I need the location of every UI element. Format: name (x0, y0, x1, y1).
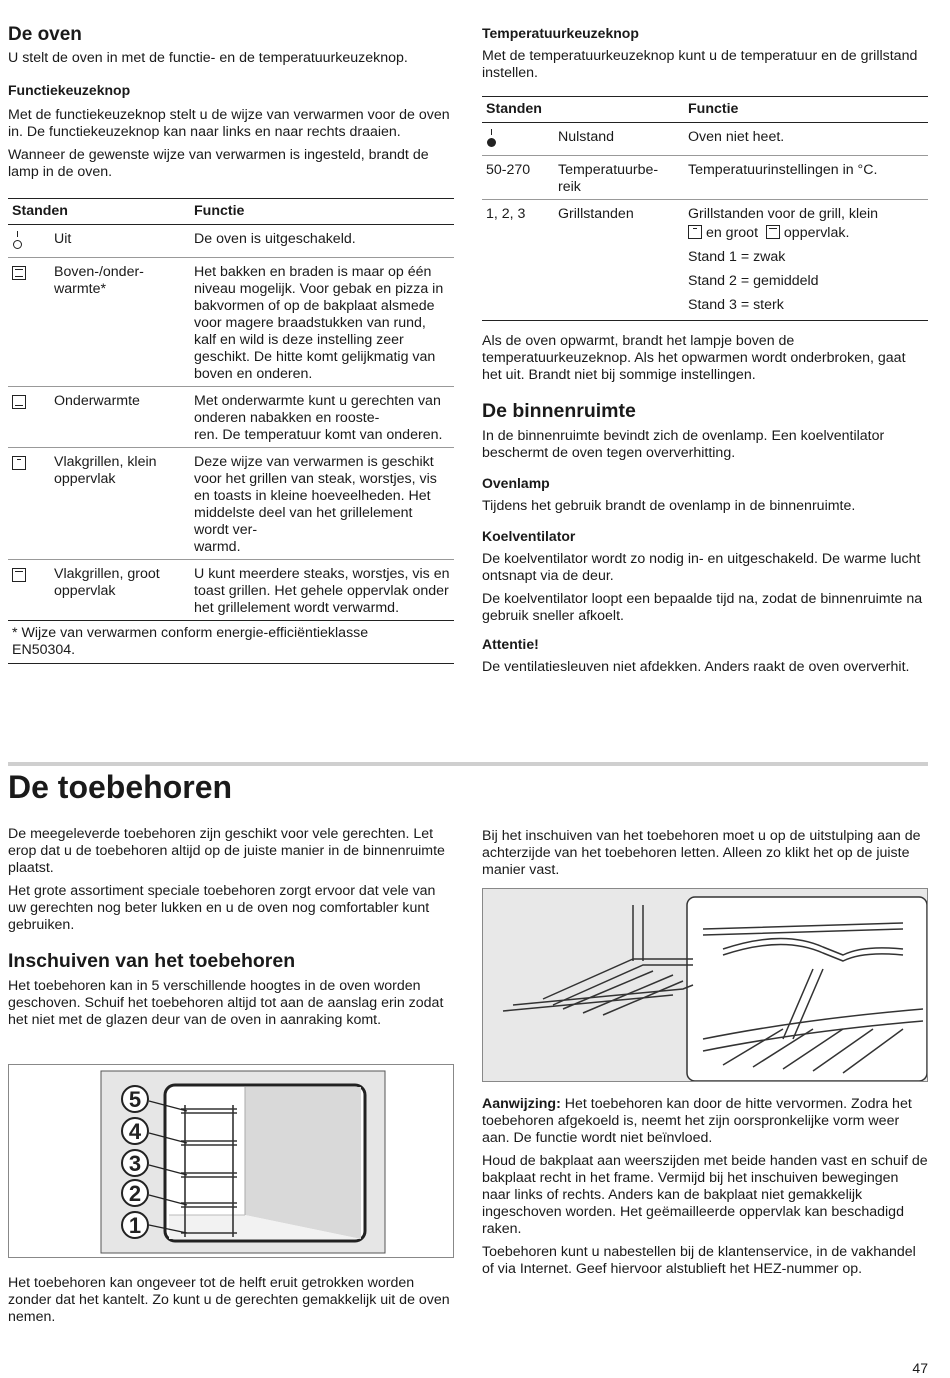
note-text: Het toebehoren kan door de hitte vervormen. Zodra het toebehoren afgekoeld is, neemt het zijn oorspronkelijke vorm weer aan. De functie wordt niet beïnvloed. (482, 1096, 912, 1146)
oven-section (8, 24, 454, 664)
oven-lamp-text: Tijdens het gebruik brandt de ovenlamp in de binnenruimte. (482, 498, 856, 514)
row-name: Grillstanden (554, 200, 684, 321)
accessories-p2: Het grote assortiment speciale toebehoren zorgt ervoor dat vele van uw gerechten nog beter lukken en u de oven nog comfortabler kunt gebruiken. (8, 883, 436, 933)
grill-large-icon (12, 568, 26, 582)
row-desc: De oven is uitgeschakeld. (194, 231, 356, 247)
rack-detail-illustration (483, 889, 928, 1082)
row-desc: Oven niet heet. (688, 129, 785, 145)
row-desc: Deze wijze van verwarmen is geschikt voor het grillen van steak, worstjes, vis en toasts in kleine hoeveelheden. Het middelste deel van het grillelement wordt ver- warmd. (190, 448, 454, 560)
attention-text: De ventilatiesleuven niet afdekken. Anders raakt de oven oververhit. (482, 659, 910, 675)
temp-table-header-functie: Functie (684, 97, 928, 123)
level-label-5: 5 (128, 1087, 142, 1112)
temp-section (482, 24, 928, 676)
baking-tray-text: Houd de bakplaat aan weerszijden met beide handen vast en schuif de bakplaat recht in het frame. Vermijd bij het inschuiven bewegingen naar links of rechts. Anders kan de bakplaat niet gemakkelijk ingeschoven worden. Het geëmailleerde oppervlak kan beschadigd raken. (482, 1153, 928, 1237)
temp-knob-title: Temperatuurkeuzeknop (482, 25, 639, 41)
section-title-oven: De oven (8, 24, 82, 45)
func-knob-title: Functiekeuzeknop (8, 82, 131, 98)
note-paragraph (482, 1096, 928, 1147)
table-row (482, 123, 928, 156)
row-desc-grill (684, 200, 928, 321)
row-desc: Temperatuurinstellingen in °C. (684, 156, 928, 200)
table-row (8, 560, 454, 621)
accessories-right (482, 828, 928, 879)
cooling-fan-p2: De koelventilator loopt een bepaalde tijd na, zodat de binnenruimte na gebruik sneller afkoelt. (482, 591, 923, 624)
row-name: Onderwarmte (50, 387, 190, 448)
row-name: Vlakgrillen, klein oppervlak (50, 448, 190, 560)
insert-text: Het toebehoren kan in 5 verschillende hoogtes in de oven worden geschoven. Schuif het toebehoren altijd tot aan de aanslag erin zodat het niet met de glazen deur van de oven in aanraking komt. (8, 978, 444, 1028)
table-row (482, 200, 928, 321)
table-row (8, 258, 454, 387)
grill-desc-surface: oppervlak. (783, 225, 850, 241)
attention-title: Attentie! (482, 636, 539, 652)
row-desc: Met onderwarmte kunt u gerechten van onderen nabakken en rooste- ren. De temperatuur komt van onderen. (190, 387, 454, 448)
function-table (8, 198, 454, 621)
lamp-note: Als de oven opwarmt, brandt het lampje boven de temperatuurkeuzeknop. Als het opwarmen wordt onderbroken, gaat het uit. Brandt niet bij sommige instellingen. (482, 333, 906, 383)
table-footnote: * Wijze van verwarmen conform energie-efficiëntieklasse EN50304. (8, 621, 454, 664)
top-bottom-heat-icon (12, 266, 26, 280)
insert-title: Inschuiven van het toebehoren (8, 950, 296, 972)
row-name: Uit (54, 231, 72, 247)
table-row (8, 225, 454, 258)
oven-lamp-title: Ovenlamp (482, 475, 550, 491)
section-title-interior: De binnenruimte (482, 400, 636, 422)
pull-out-note (8, 1275, 454, 1326)
oven-intro: U stelt de oven in met de functie- en de temperatuurkeuzeknop. (8, 50, 408, 66)
grill-desc-and-large: en groot (705, 225, 759, 241)
level-label-2: 2 (128, 1181, 142, 1206)
grill-large-icon (766, 225, 780, 239)
page-number: 47 (912, 1360, 928, 1376)
accessories-p1: De meegeleverde toebehoren zijn geschikt voor vele gerechten. Let erop dat u de toebehoren altijd op de juiste manier in de binnenruimte plaatst. (8, 826, 445, 876)
table-row (8, 448, 454, 560)
row-desc: U kunt meerdere steaks, worstjes, vis en toast grillen. Het gehele oppervlak onder het grillelement wordt verwarmd. (190, 560, 454, 621)
oven-levels-figure (8, 1064, 454, 1258)
grill-desc-line1: Grillstanden voor de grill, klein (688, 206, 879, 222)
oven-levels-illustration (9, 1065, 454, 1258)
function-table-header-functie: Functie (190, 199, 454, 225)
level-label-3: 3 (128, 1151, 142, 1176)
zero-position-icon (486, 129, 496, 147)
row-name: Temperatuurbe- reik (554, 156, 684, 200)
temp-knob-p1: Met de temperatuurkeuzeknop kunt u de temperatuur en de grillstand instellen. (482, 48, 918, 81)
grill-level-2: Stand 2 = gemiddeld (688, 273, 819, 289)
cooling-fan-title: Koelventilator (482, 528, 576, 544)
row-name: Boven-/onder- warmte* (50, 258, 190, 387)
note-label: Aanwijzing: (482, 1096, 561, 1112)
table-row (482, 156, 928, 200)
insert-notch-text: Bij het inschuiven van het toebehoren moet u op de uitstulping aan de achterzijde van het toebehoren letten. Alleen zo klikt het op de juiste manier vast. (482, 828, 921, 878)
grill-level-1: Stand 1 = zwak (688, 249, 786, 265)
off-position-icon (12, 231, 22, 249)
grill-desc-line2 (688, 223, 924, 242)
reorder-text: Toebehoren kunt u nabestellen bij de klantenservice, in de vakhandel of via Internet. Geef hiervoor alstublieft het HEZ-nummer op. (482, 1244, 916, 1277)
level-label-4: 4 (128, 1119, 142, 1144)
section-divider (8, 762, 928, 766)
row-name: Vlakgrillen, groot oppervlak (50, 560, 190, 621)
pull-out-text: Het toebehoren kan ongeveer tot de helft eruit getrokken worden zonder dat het kantelt. Zo kunt u de gerechten gemakkelijk uit de oven nemen. (8, 1275, 450, 1325)
grill-level-3: Stand 3 = sterk (688, 297, 784, 313)
level-label-1: 1 (128, 1213, 142, 1238)
row-desc: Het bakken en braden is maar op één niveau mogelijk. Voor gebak en pizza in bakvormen of op de bakplaat alsmede voor magere braadstukken van rund, kalf en wild is deze instelling zeer geschikt. De hitte komt gelijkmatig van boven en onderen. (190, 258, 454, 387)
func-knob-p1: Met de functiekeuzeknop stelt u de wijze van verwarmen voor de oven in. De functiekeuzeknop kan naar links en naar rechts draaien. (8, 107, 450, 140)
accessories-section (8, 769, 454, 1029)
grill-small-icon (12, 456, 26, 470)
temp-table-header-standen: Standen (482, 97, 684, 123)
interior-intro: In de binnenruimte bevindt zich de ovenlamp. Een koelventilator beschermt de oven tegen oververhitting. (482, 428, 885, 461)
rack-detail-figure (482, 888, 928, 1082)
bottom-heat-icon (12, 395, 26, 409)
grill-small-icon (688, 225, 702, 239)
func-knob-p2: Wanneer de gewenste wijze van verwarmen is ingesteld, brandt de lamp in de oven. (8, 147, 429, 180)
temperature-table (482, 96, 928, 321)
row-pos: 50-270 (482, 156, 554, 200)
row-name: Nulstand (558, 129, 614, 145)
row-pos: 1, 2, 3 (482, 200, 554, 321)
accessories-notes (482, 1096, 928, 1278)
table-row (8, 387, 454, 448)
cooling-fan-p1: De koelventilator wordt zo nodig in- en uitgeschakeld. De warme lucht ontsnapt via de deur. (482, 551, 921, 584)
section-title-accessories: De toebehoren (8, 769, 233, 805)
function-table-header-standen: Standen (8, 199, 190, 225)
